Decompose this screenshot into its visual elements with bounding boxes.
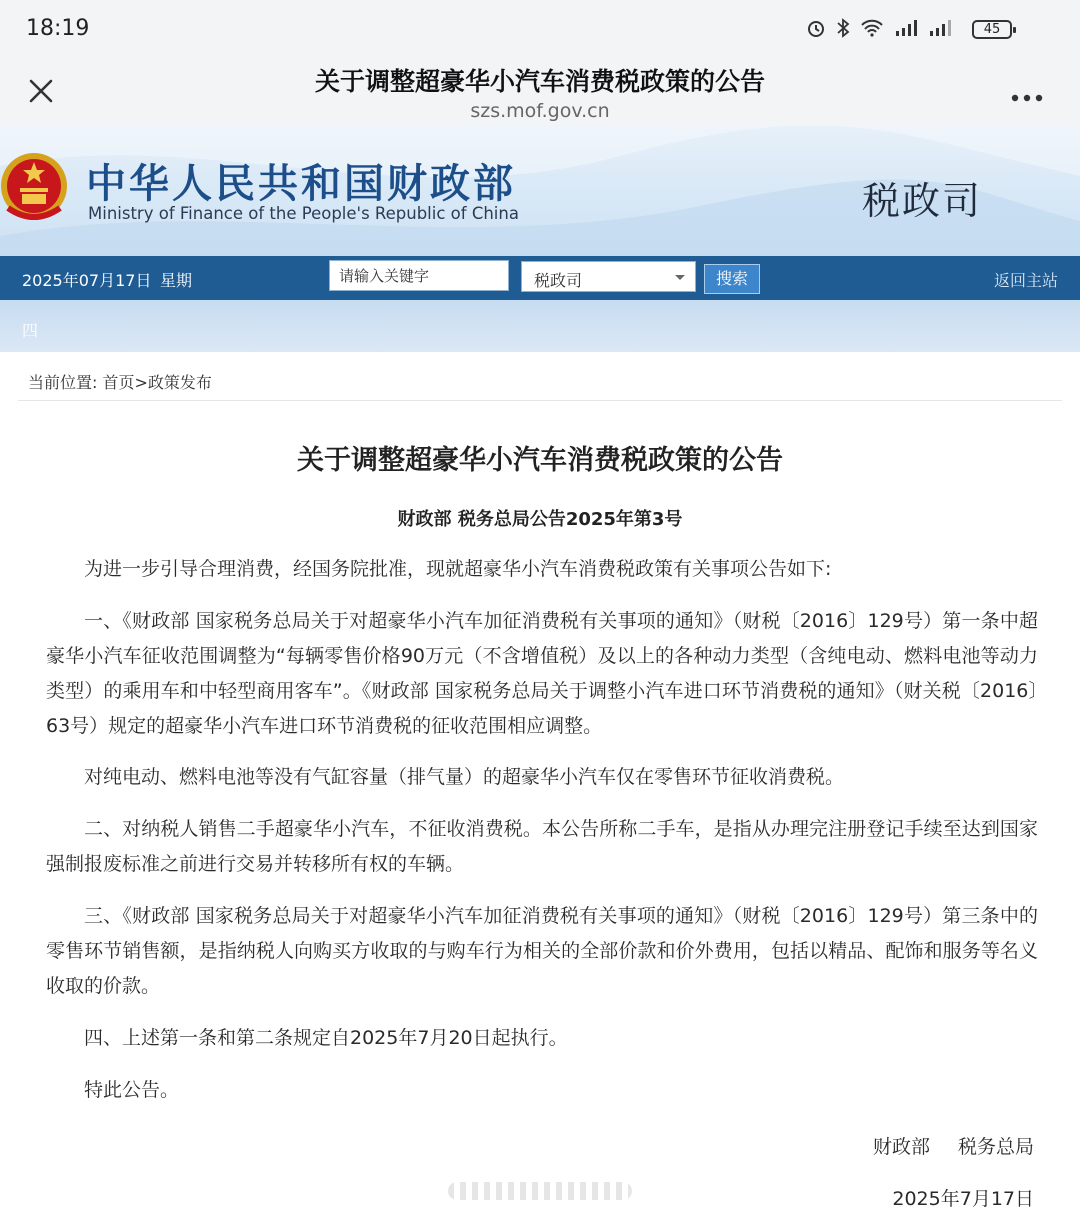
article-title: 关于调整超豪华小汽车消费税政策的公告 xyxy=(297,445,783,476)
article-paragraph: 三、《财政部 国家税务总局关于对超豪华小汽车加征消费税有关事项的通知》（财税〔2016〕129号）第三条中的零售环节销售额，是指纳税人向购买方收取的与购车行为相关的全部价款和价外费用，包括以精品、配饰和服务等名义收取的价款。 xyxy=(46,905,1038,997)
return-home-link[interactable]: 返回主站 xyxy=(993,271,1058,290)
home-indicator[interactable] xyxy=(448,1182,632,1200)
more-icon xyxy=(1010,93,1044,103)
article-paragraph: 对纯电动、燃料电池等没有气缸容量（排气量）的超豪华小汽车仅在零售环节征收消费税。 xyxy=(84,766,845,788)
article-paragraph: 二、对纳税人销售二手超豪华小汽车，不征收消费税。本公告所称二手车，是指从办理完注册登记手续至达到国家强制报废标准之前进行交易并转移所有权的车辆。 xyxy=(46,818,1038,875)
wifi-icon xyxy=(860,18,884,38)
signal-icon-1 xyxy=(894,18,918,38)
article-signatories xyxy=(873,1132,1034,1159)
search-input[interactable] xyxy=(329,260,509,291)
close-icon xyxy=(22,72,60,110)
search-scope-value: 税政司 xyxy=(534,271,583,290)
browser-domain: szs.mof.gov.cn xyxy=(470,100,610,122)
content-divider xyxy=(18,400,1062,401)
nav-weekday-label: 星期 xyxy=(160,271,193,290)
more-button[interactable] xyxy=(1010,88,1044,98)
status-time: 18:19 xyxy=(26,16,90,41)
department-name: 税政司 xyxy=(862,179,983,223)
breadcrumb-prefix: 当前位置: xyxy=(28,373,98,392)
article-document-number: 财政部 税务总局公告2025年第3号 xyxy=(397,509,683,530)
signatory-tax-bureau: 税务总局 xyxy=(957,1136,1034,1158)
status-bar xyxy=(0,0,1080,58)
nav-date: 2025年07月17日 xyxy=(22,271,152,290)
article-date: 2025年7月17日 xyxy=(892,1188,1034,1210)
ministry-name-cn: 中华人民共和国财政部 xyxy=(86,161,516,207)
bluetooth-icon xyxy=(836,18,850,38)
national-emblem-icon xyxy=(0,148,72,228)
alarm-icon xyxy=(806,18,826,38)
breadcrumb-separator: > xyxy=(134,373,148,392)
status-icons xyxy=(806,18,952,38)
article-paragraph: 一、《财政部 国家税务总局关于对超豪华小汽车加征消费税有关事项的通知》（财税〔2016〕129号）第一条中超豪华小汽车征收范围调整为“每辆零售价格90万元（不含增值税）及以上的各种动力类型（含纯电动、燃料电池等动力类型）的乘用车和中轻型商用客车”。《财政部 国家税务总局关于调整小汽车进口环节消费税的通知》（财关税〔2016〕63号）规定的超豪华小汽车进口环节消费税的征收范围相应调整。 xyxy=(46,610,1038,737)
battery-indicator: 45 xyxy=(972,20,1012,39)
search-button[interactable]: 搜索 xyxy=(704,264,760,294)
article-paragraph: 四、上述第一条和第二条规定自2025年7月20日起执行。 xyxy=(84,1027,568,1049)
chevron-down-icon xyxy=(675,275,685,280)
signatory-mof: 财政部 xyxy=(872,1136,930,1158)
breadcrumb-section-link[interactable]: 政策发布 xyxy=(147,373,212,392)
browser-page-title: 关于调整超豪华小汽车消费税政策的公告 xyxy=(314,67,765,96)
article-paragraph: 为进一步引导合理消费，经国务院批准，现就超豪华小汽车消费税政策有关事项公告如下: xyxy=(84,558,832,580)
nav-sub-bar xyxy=(0,300,1080,352)
ministry-name-en: Ministry of Finance of the People's Republic of China xyxy=(88,204,519,223)
nav-weekday-value: 四 xyxy=(22,321,39,340)
site-nav-bar xyxy=(0,256,1080,300)
site-banner xyxy=(0,126,1080,256)
breadcrumb-home-link[interactable]: 首页 xyxy=(102,373,135,392)
article-paragraph: 特此公告。 xyxy=(84,1079,180,1101)
breadcrumb xyxy=(28,370,212,393)
browser-header xyxy=(0,58,1080,126)
close-button[interactable] xyxy=(22,72,60,110)
search-scope-select[interactable] xyxy=(521,261,696,292)
signal-icon-2 xyxy=(928,18,952,38)
